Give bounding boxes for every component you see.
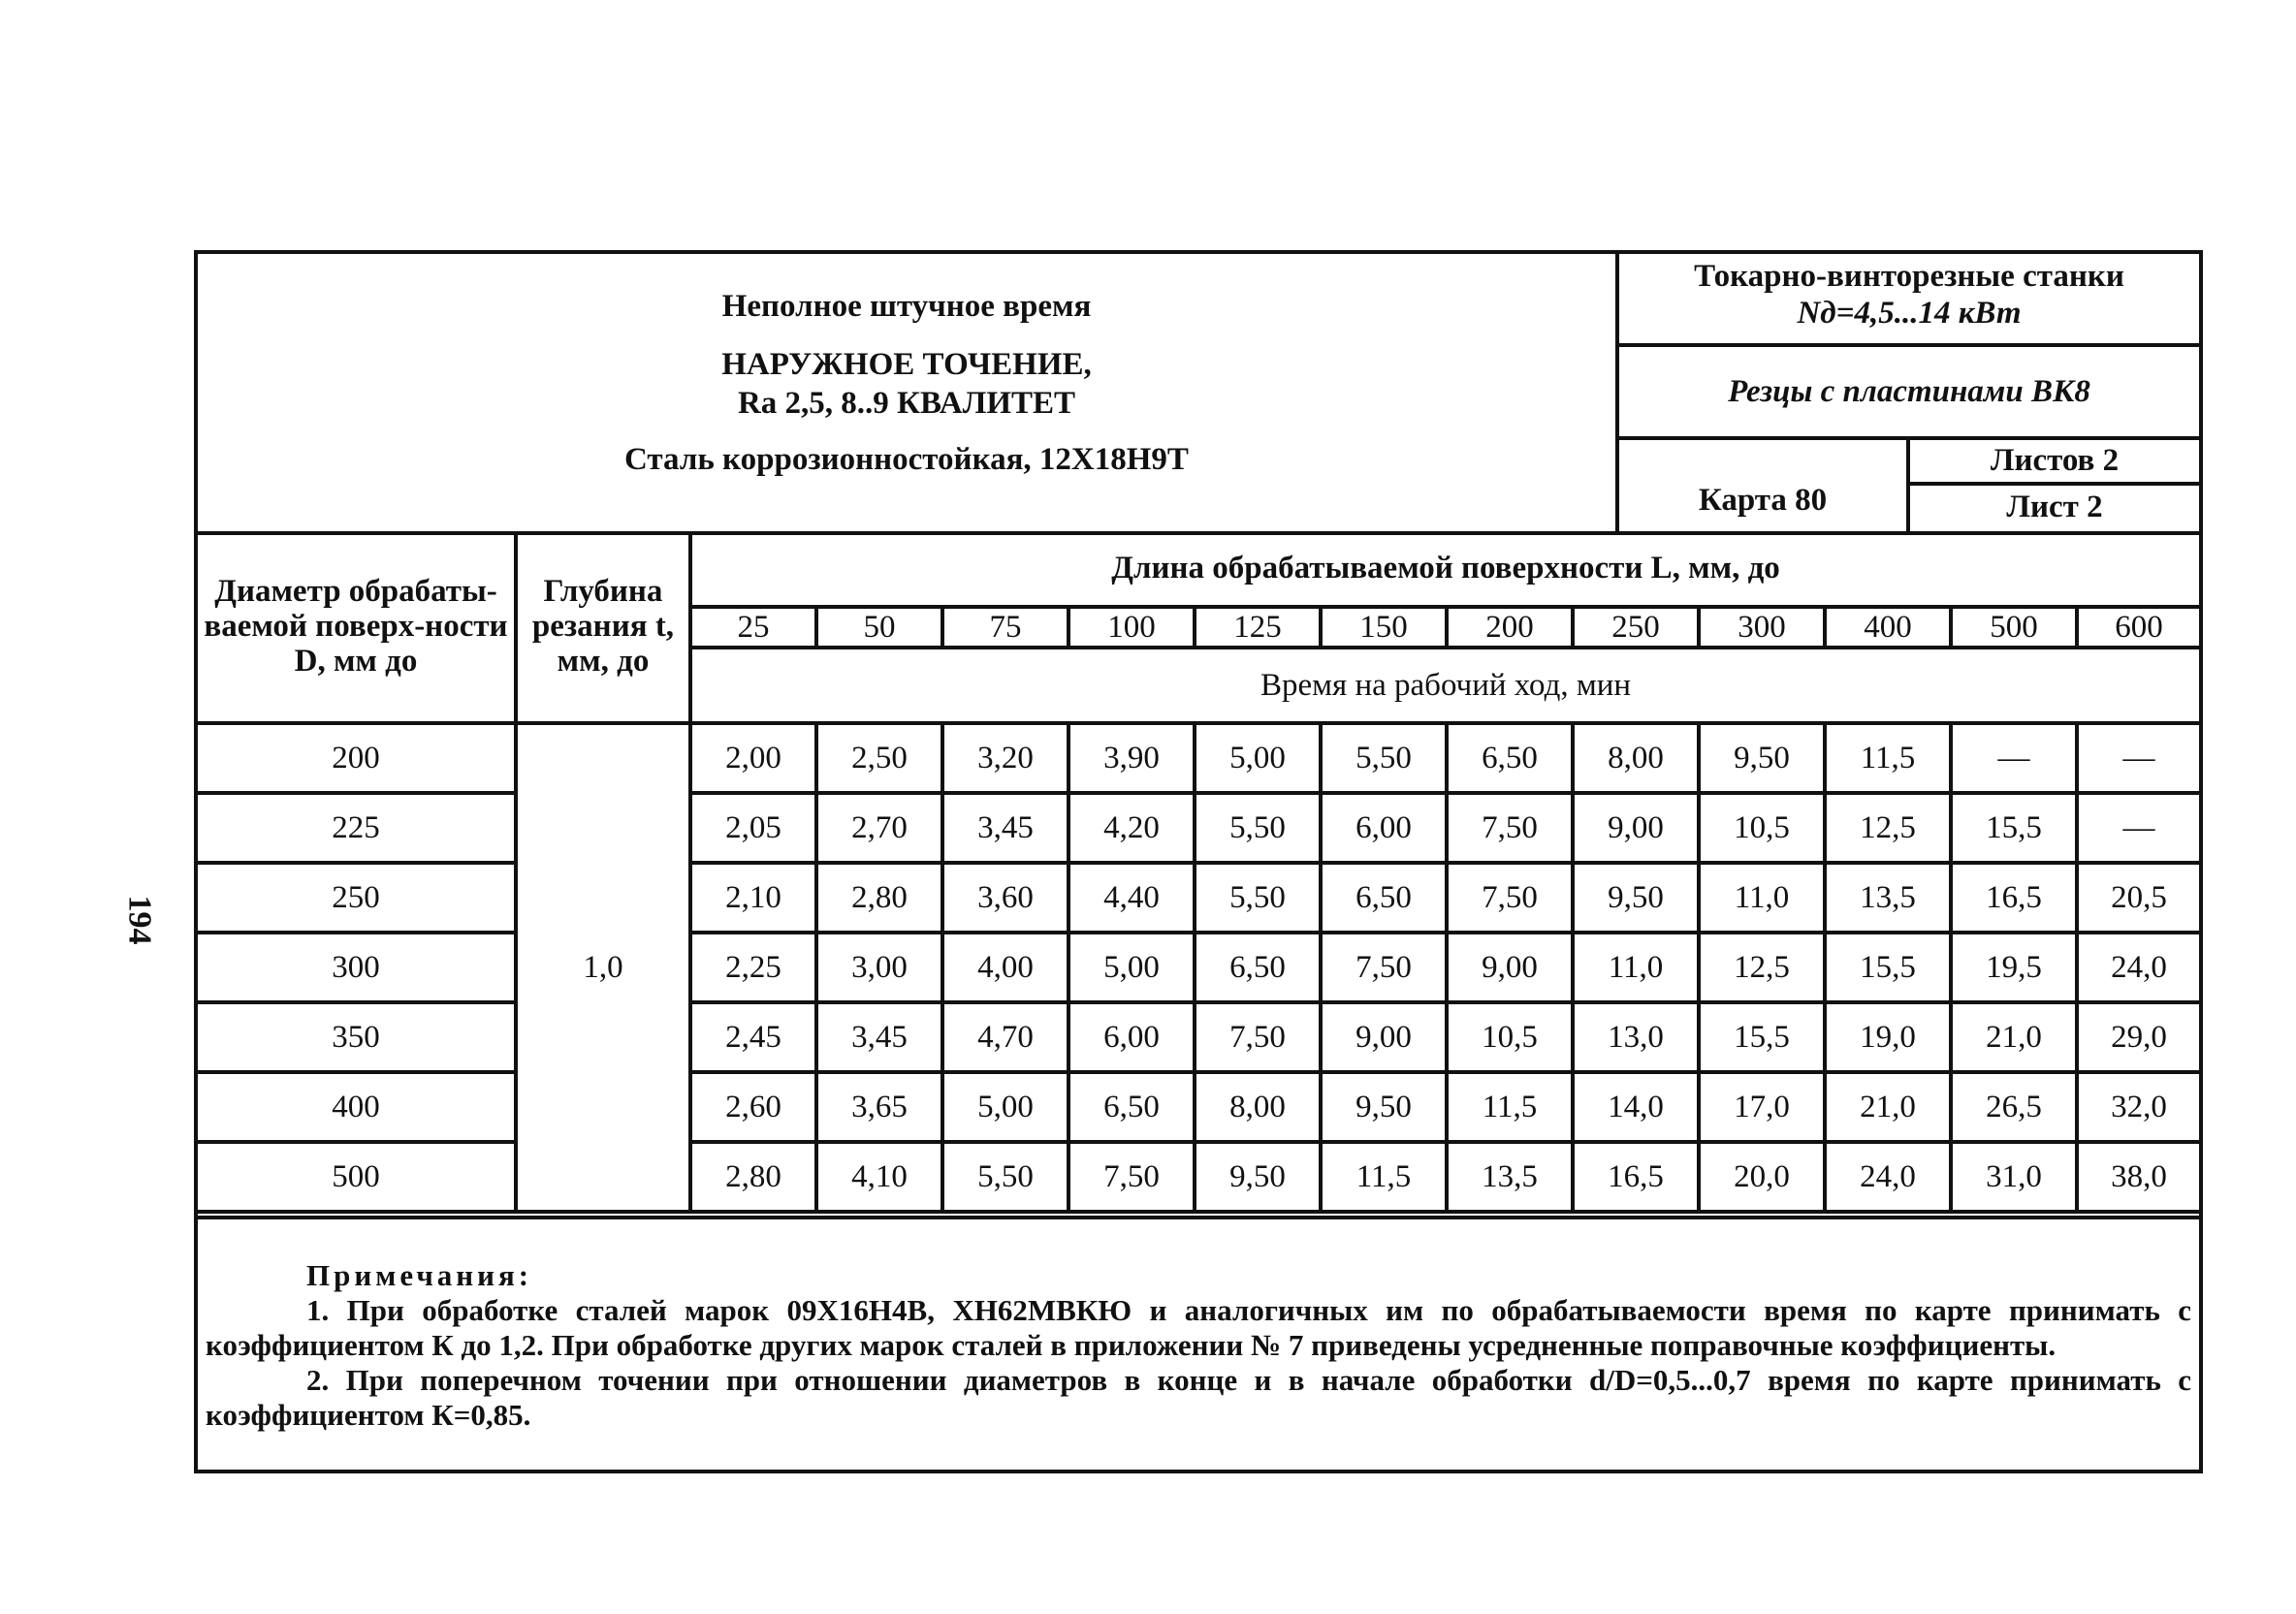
diameter-cell: 225: [198, 793, 516, 863]
diameter-cell: 250: [198, 863, 516, 933]
time-cell: 11,0: [1699, 863, 1825, 933]
time-cell: 3,45: [942, 793, 1068, 863]
time-table: [198, 531, 2199, 1214]
time-cell: 12,5: [1825, 793, 1951, 863]
time-cell: 9,00: [1447, 933, 1573, 1002]
time-cell: 6,00: [1321, 793, 1447, 863]
norm-card: [194, 250, 2203, 1473]
header-title-block: [198, 254, 1619, 531]
diameter-cell: 200: [198, 723, 516, 793]
time-cell: 24,0: [2077, 933, 2199, 1002]
table-row: [198, 863, 2199, 933]
time-cell: 6,50: [1068, 1072, 1195, 1142]
card-sheet-block: [1619, 440, 2199, 531]
time-cell: 9,00: [1321, 1002, 1447, 1072]
time-cell: 6,50: [1447, 723, 1573, 793]
time-cell: 6,50: [1321, 863, 1447, 933]
time-cell: 5,50: [942, 1142, 1068, 1212]
diameter-cell: 500: [198, 1142, 516, 1212]
length-header: Длина обрабатываемой поверхности L, мм, до: [690, 531, 2199, 607]
length-value: 250: [1573, 607, 1699, 648]
time-cell: 26,5: [1951, 1072, 2077, 1142]
time-cell: 3,90: [1068, 723, 1195, 793]
length-value: 100: [1068, 607, 1195, 648]
diameter-cell: 300: [198, 933, 516, 1002]
time-cell: 9,50: [1195, 1142, 1321, 1212]
time-header: Время на рабочий ход, мин: [690, 648, 2199, 723]
time-cell: 11,5: [1825, 723, 1951, 793]
page-number: 194: [121, 895, 158, 945]
length-value: 25: [690, 607, 816, 648]
machine-power: Nд=4,5...14 кВт: [1797, 296, 2022, 331]
length-value: 75: [942, 607, 1068, 648]
time-cell: 2,00: [690, 723, 816, 793]
length-value: 125: [1195, 607, 1321, 648]
time-cell: 9,50: [1321, 1072, 1447, 1142]
note-2: 2. При поперечном точении при отношении диаметров в конце и в начале обработки d/D=0,5...0,7 время по карте принимать с коэффициентом К=0,85.: [206, 1363, 2191, 1432]
header-info-block: [1619, 254, 2199, 531]
depth-cell: 1,0: [516, 723, 690, 1212]
time-cell: 9,00: [1573, 793, 1699, 863]
time-cell: 2,10: [690, 863, 816, 933]
time-cell: 13,0: [1573, 1002, 1699, 1072]
time-cell: 12,5: [1699, 933, 1825, 1002]
notes: [198, 1216, 2199, 1473]
card-number: Карта 80: [1619, 440, 1910, 531]
time-cell: 3,65: [816, 1072, 942, 1142]
time-cell: 6,50: [1195, 933, 1321, 1002]
length-value: 50: [816, 607, 942, 648]
diameter-column-header: Диаметр обрабаты-ваемой поверх-ности D, мм до: [198, 531, 516, 723]
time-cell: 2,25: [690, 933, 816, 1002]
header-title-line1: НАРУЖНОЕ ТОЧЕНИЕ,: [721, 347, 1092, 382]
time-cell: 19,0: [1825, 1002, 1951, 1072]
sheet-number: Лист 2: [2006, 490, 2103, 524]
notes-title: Примечания:: [306, 1258, 533, 1292]
time-cell: 15,5: [1951, 793, 2077, 863]
time-cell: 3,60: [942, 863, 1068, 933]
time-cell: 20,5: [2077, 863, 2199, 933]
time-cell: 19,5: [1951, 933, 2077, 1002]
card-header: [198, 254, 2199, 535]
time-cell: 3,45: [816, 1002, 942, 1072]
time-cell: —: [2077, 723, 2199, 793]
time-cell: 17,0: [1699, 1072, 1825, 1142]
time-cell: 2,50: [816, 723, 942, 793]
time-cell: —: [1951, 723, 2077, 793]
time-cell: 21,0: [1951, 1002, 2077, 1072]
time-cell: 5,50: [1321, 723, 1447, 793]
time-cell: 5,00: [942, 1072, 1068, 1142]
header-material: Сталь коррозионностойкая, 12Х18Н9Т: [624, 442, 1189, 477]
time-cell: 7,50: [1447, 863, 1573, 933]
table-row: [198, 1072, 2199, 1142]
time-cell: 5,50: [1195, 863, 1321, 933]
time-cell: 3,00: [816, 933, 942, 1002]
time-cell: 5,00: [1195, 723, 1321, 793]
note-1: 1. При обработке сталей марок 09Х16Н4В, ХН62МВКЮ и аналогичных им по обрабатываемости время по карте принимать с коэффициентом К до 1,2. При обработке других марок сталей в приложении № 7 приведены усредненные поправочные коэффициенты.: [206, 1293, 2191, 1362]
time-cell: 5,00: [1068, 933, 1195, 1002]
time-cell: 7,50: [1068, 1142, 1195, 1212]
length-value: 400: [1825, 607, 1951, 648]
time-cell: 24,0: [1825, 1142, 1951, 1212]
sheets-total: Листов 2: [1910, 440, 2199, 486]
time-cell: 4,70: [942, 1002, 1068, 1072]
table-row: [198, 933, 2199, 1002]
time-cell: 3,20: [942, 723, 1068, 793]
time-cell: 7,50: [1195, 1002, 1321, 1072]
table-row: [198, 723, 2199, 793]
header-subtitle: Неполное штучное время: [721, 289, 1092, 324]
time-cell: 32,0: [2077, 1072, 2199, 1142]
time-cell: 11,5: [1447, 1072, 1573, 1142]
time-cell: 21,0: [1825, 1072, 1951, 1142]
machine-type-line1: Токарно-винторезные станки: [1694, 259, 2124, 294]
time-cell: 11,0: [1573, 933, 1699, 1002]
time-cell: 8,00: [1195, 1072, 1321, 1142]
length-value: 200: [1447, 607, 1573, 648]
header-title-line2: Ra 2,5, 8..9 КВАЛИТЕТ: [737, 386, 1076, 421]
machine-type: [1619, 254, 2199, 347]
time-cell: 4,10: [816, 1142, 942, 1212]
time-cell: 10,5: [1699, 793, 1825, 863]
length-value: 500: [1951, 607, 2077, 648]
time-cell: 10,5: [1447, 1002, 1573, 1072]
time-cell: 4,40: [1068, 863, 1195, 933]
time-cell: 16,5: [1573, 1142, 1699, 1212]
time-cell: 2,70: [816, 793, 942, 863]
time-cell: 4,00: [942, 933, 1068, 1002]
time-cell: 9,50: [1573, 863, 1699, 933]
diameter-cell: 400: [198, 1072, 516, 1142]
time-cell: 31,0: [1951, 1142, 2077, 1212]
time-cell: 20,0: [1699, 1142, 1825, 1212]
tool-type: Резцы с пластинами ВК8: [1619, 347, 2199, 440]
time-cell: 6,00: [1068, 1002, 1195, 1072]
table-row: [198, 793, 2199, 863]
time-cell: 15,5: [1825, 933, 1951, 1002]
time-cell: 2,60: [690, 1072, 816, 1142]
time-cell: 2,80: [690, 1142, 816, 1212]
time-cell: 38,0: [2077, 1142, 2199, 1212]
time-cell: 5,50: [1195, 793, 1321, 863]
time-cell: 15,5: [1699, 1002, 1825, 1072]
depth-column-header: Глубина резания t, мм, до: [516, 531, 690, 723]
time-cell: 7,50: [1321, 933, 1447, 1002]
table-row: [198, 1142, 2199, 1212]
time-cell: —: [2077, 793, 2199, 863]
time-cell: 9,50: [1699, 723, 1825, 793]
time-cell: 14,0: [1573, 1072, 1699, 1142]
time-cell: 7,50: [1447, 793, 1573, 863]
time-cell: 13,5: [1825, 863, 1951, 933]
time-cell: 16,5: [1951, 863, 2077, 933]
time-cell: 29,0: [2077, 1002, 2199, 1072]
time-cell: 2,45: [690, 1002, 816, 1072]
time-cell: 8,00: [1573, 723, 1699, 793]
time-cell: 2,05: [690, 793, 816, 863]
time-cell: 11,5: [1321, 1142, 1447, 1212]
table-row: [198, 1002, 2199, 1072]
length-value: 300: [1699, 607, 1825, 648]
time-cell: 13,5: [1447, 1142, 1573, 1212]
length-value: 150: [1321, 607, 1447, 648]
length-value: 600: [2077, 607, 2199, 648]
time-cell: 4,20: [1068, 793, 1195, 863]
diameter-cell: 350: [198, 1002, 516, 1072]
time-cell: 2,80: [816, 863, 942, 933]
